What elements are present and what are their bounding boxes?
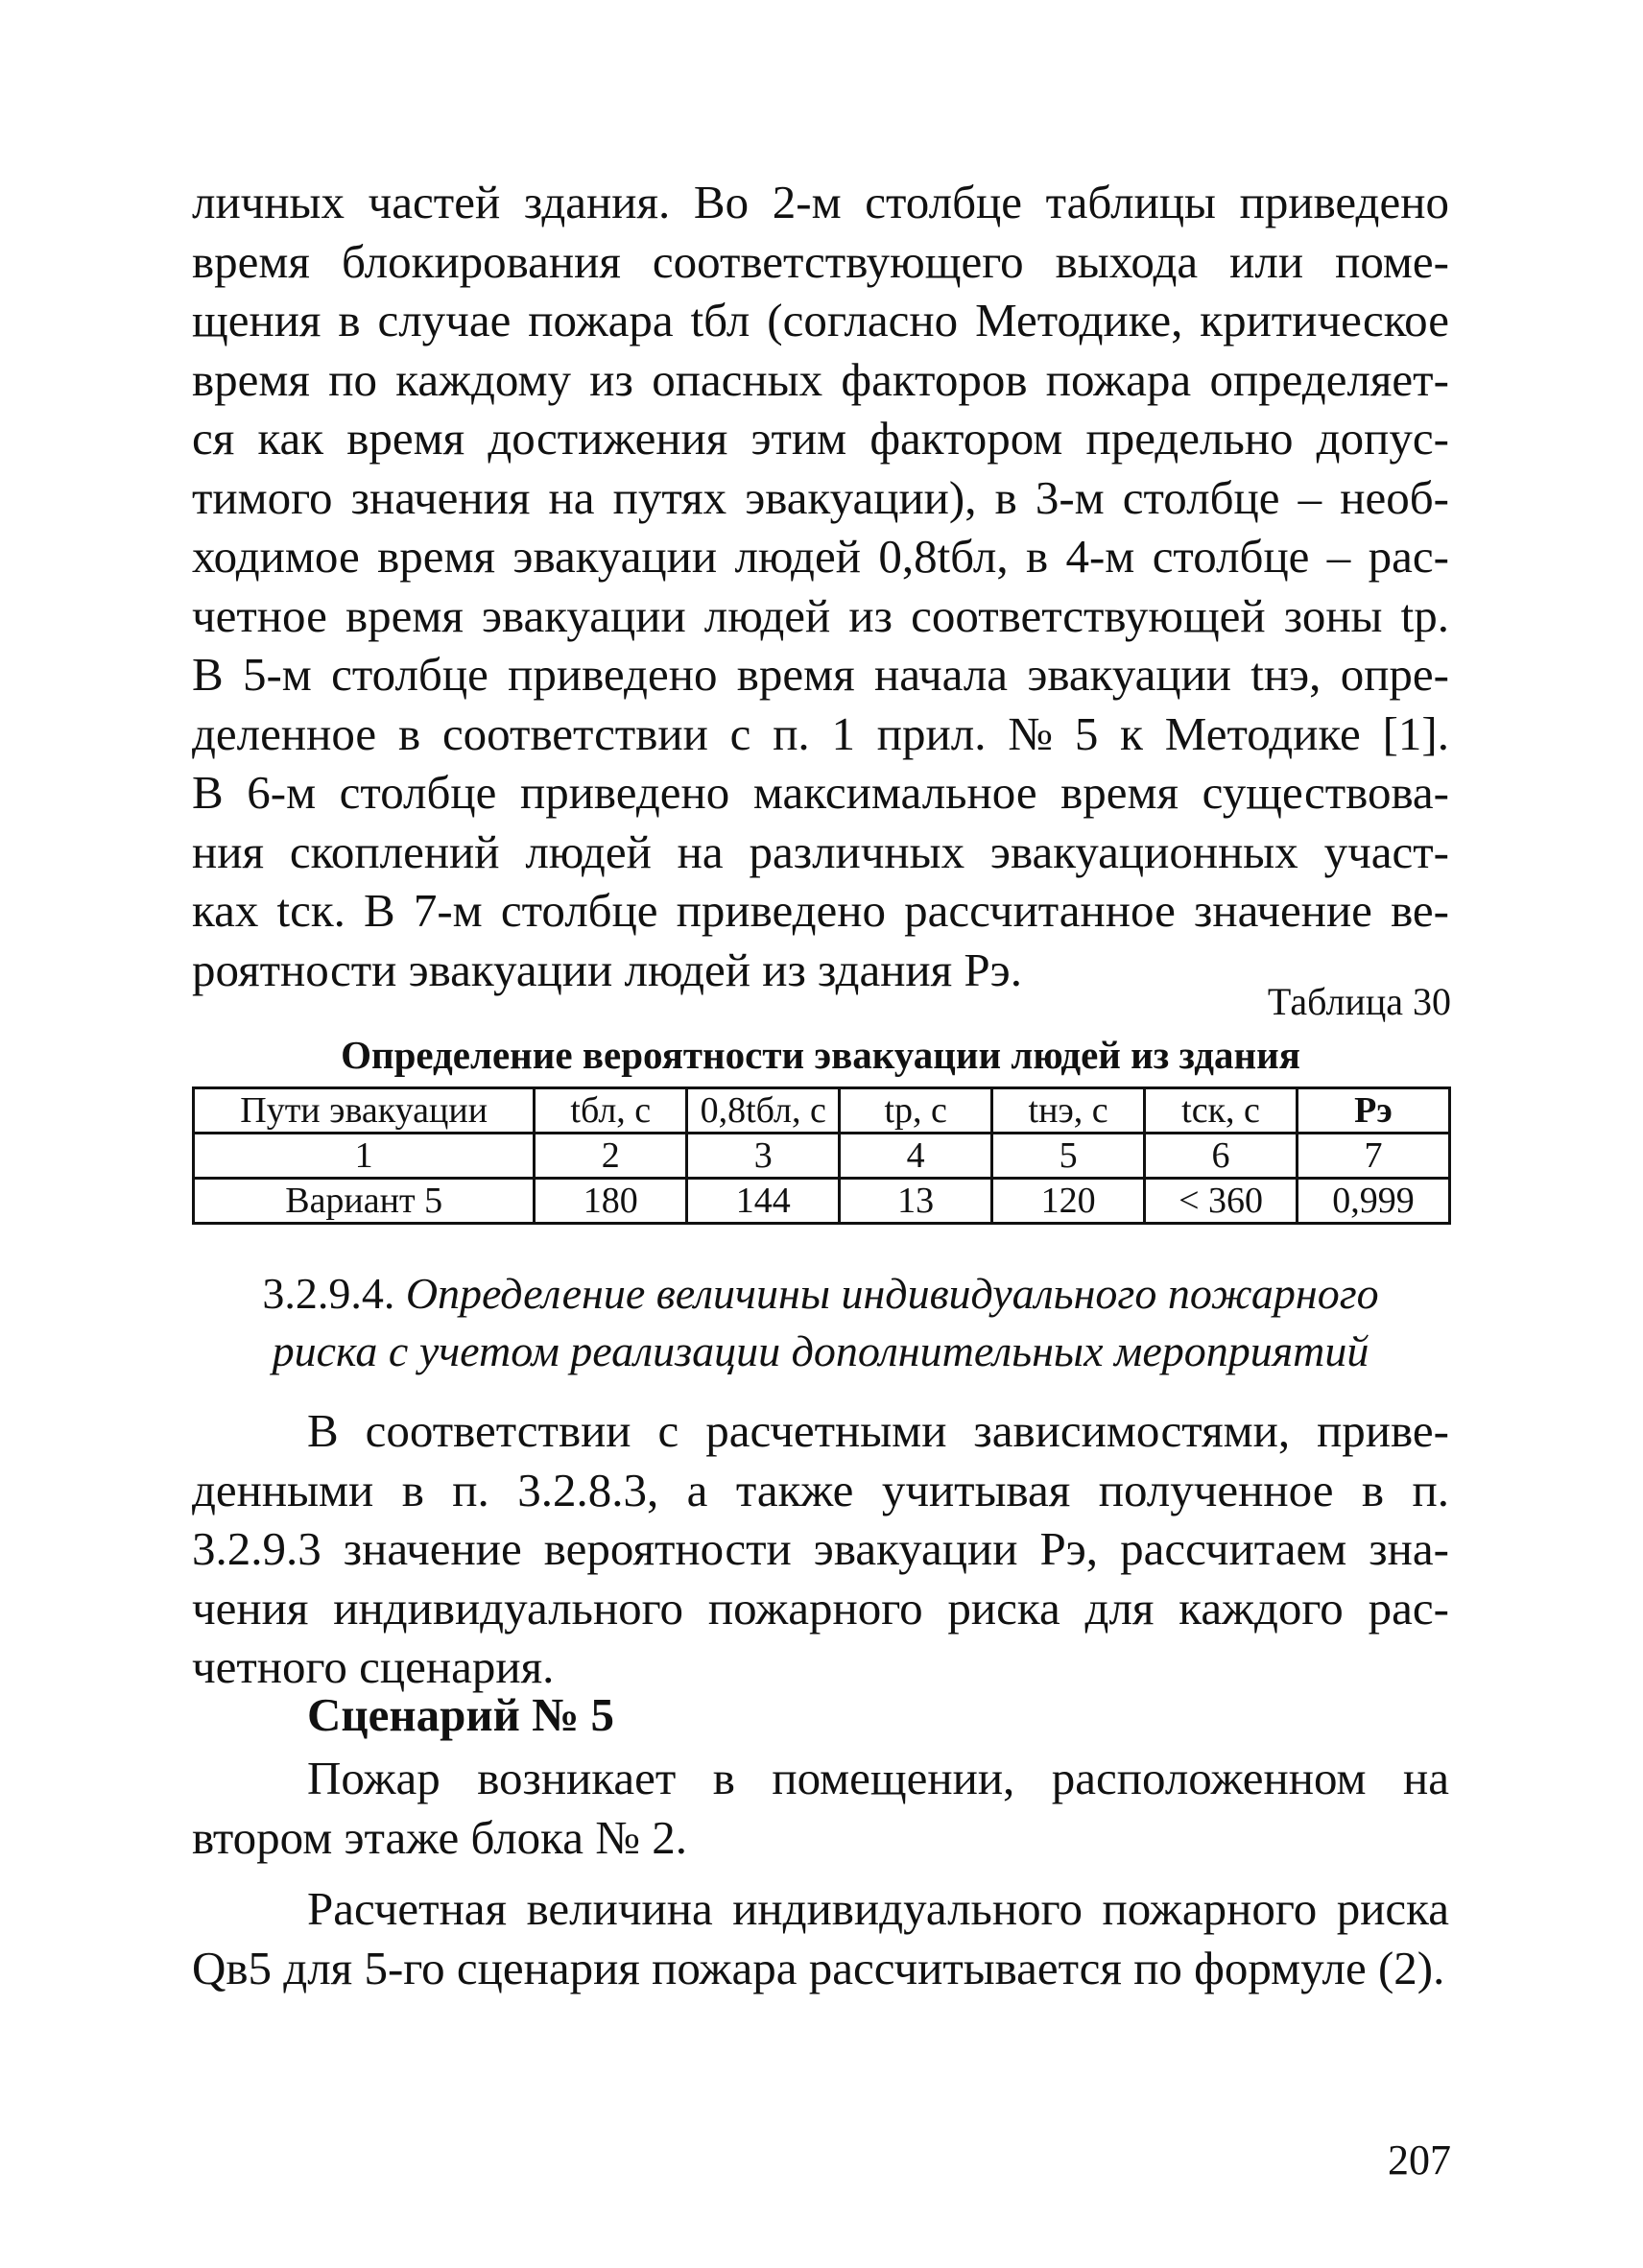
text-line: Расчетная величина индивидуального пожарного риска (307, 1882, 1449, 1935)
table-cell: 3 (687, 1134, 840, 1179)
text-line: Пожар возникает в помещении, расположенном на (307, 1752, 1449, 1804)
table-row (194, 1179, 1450, 1224)
table-cell: 5 (992, 1134, 1145, 1179)
table-header-cell: tр, с (840, 1088, 992, 1134)
table-header-cell: tнэ, с (992, 1088, 1145, 1134)
text-line: 3.2.9.3 значение вероятности эвакуации Pэ, рассчитаем зна- (192, 1522, 1449, 1575)
table-cell: 144 (687, 1179, 840, 1224)
text-line: ся как время достижения этим фактором предельно допус- (192, 412, 1449, 465)
table-cell: Вариант 5 (194, 1179, 535, 1224)
section-title-part: Определение величины индивидуального пожарного (405, 1269, 1379, 1318)
text-line: В 5-м столбце приведено время начала эвакуации tнэ, опре- (192, 648, 1449, 701)
table-cell: 1 (194, 1134, 535, 1179)
page-number: 207 (1388, 2137, 1451, 2184)
table-header-cell: tск, с (1145, 1088, 1298, 1134)
table-cell: 13 (840, 1179, 992, 1224)
table-cell: 7 (1298, 1134, 1450, 1179)
text-line: тимого значения на путях эвакуации), в 3-м столбце – необ- (192, 470, 1449, 524)
table-cell: 2 (535, 1134, 687, 1179)
table-cell: 4 (840, 1134, 992, 1179)
evacuation-probability-table (192, 1086, 1451, 1225)
text-line: личных частей здания. Во 2-м столбце таблицы приведено (192, 176, 1449, 228)
text-line: время блокирования соответствующего выхода или поме- (192, 234, 1449, 288)
text-line: В 6-м столбце приведено максимальное время существова- (192, 766, 1449, 819)
table-cell: < 360 (1145, 1179, 1298, 1224)
table-header-row (194, 1088, 1450, 1134)
table-header-cell: tбл, с (535, 1088, 687, 1134)
section-title-part: риска с учетом реализации дополнительных мероприятий (272, 1326, 1369, 1375)
table-number-row (194, 1134, 1450, 1179)
table-cell: 120 (992, 1179, 1145, 1224)
table-header-cell: Pэ (1298, 1088, 1450, 1134)
table-header-cell: Пути эвакуации (194, 1088, 535, 1134)
table-cell: 180 (535, 1179, 687, 1224)
scenario-heading: Сценарий № 5 (307, 1688, 615, 1741)
text-line: Qв5 для 5-го сценария пожара рассчитывается по формуле (2). (192, 1941, 1445, 1994)
text-line: В соответствии с расчетными зависимостями, приве- (307, 1404, 1449, 1457)
table-cell: 6 (1145, 1134, 1298, 1179)
text-line: щения в случае пожара tбл (согласно Методике, критическое (192, 294, 1449, 346)
text-line: четного сценария. (192, 1640, 555, 1693)
paragraph-2 (192, 1401, 1449, 1697)
text-line: ходимое время эвакуации людей 0,8tбл, в 4-м столбце – рас- (192, 530, 1449, 583)
text-line: ния скоплений людей на различных эвакуационных участ- (192, 824, 1449, 878)
text-line: роятности эвакуации людей из здания Pэ. (192, 943, 1022, 996)
text-line: денными в п. 3.2.8.3, а также учитывая полученное в п. (192, 1463, 1449, 1516)
paragraph-3 (192, 1749, 1449, 1867)
text-line: ках tск. В 7-м столбце приведено рассчитанное значение ве- (192, 884, 1449, 937)
section-number: 3.2.9.4. (262, 1269, 395, 1318)
table-title: Определение вероятности эвакуации людей из здания (341, 1033, 1300, 1077)
paragraph-1 (192, 173, 1449, 999)
section-heading-line (192, 1265, 1449, 1323)
table-header-cell: 0,8tбл, с (687, 1088, 840, 1134)
text-line: чения индивидуального пожарного риска для каждого рас- (192, 1581, 1449, 1635)
table-cell: 0,999 (1298, 1179, 1450, 1224)
paragraph-4 (192, 1879, 1449, 1997)
text-line: втором этаже блока № 2. (192, 1810, 687, 1864)
table-caption: Таблица 30 (1267, 980, 1451, 1023)
text-line: деленное в соответствии с п. 1 прил. № 5 к Методике [1]. (192, 706, 1449, 760)
section-heading (192, 1265, 1449, 1380)
text-line: четное время эвакуации людей из соответствующей зоны tр. (192, 588, 1449, 642)
text-line: время по каждому из опасных факторов пожара определяет- (192, 352, 1449, 406)
